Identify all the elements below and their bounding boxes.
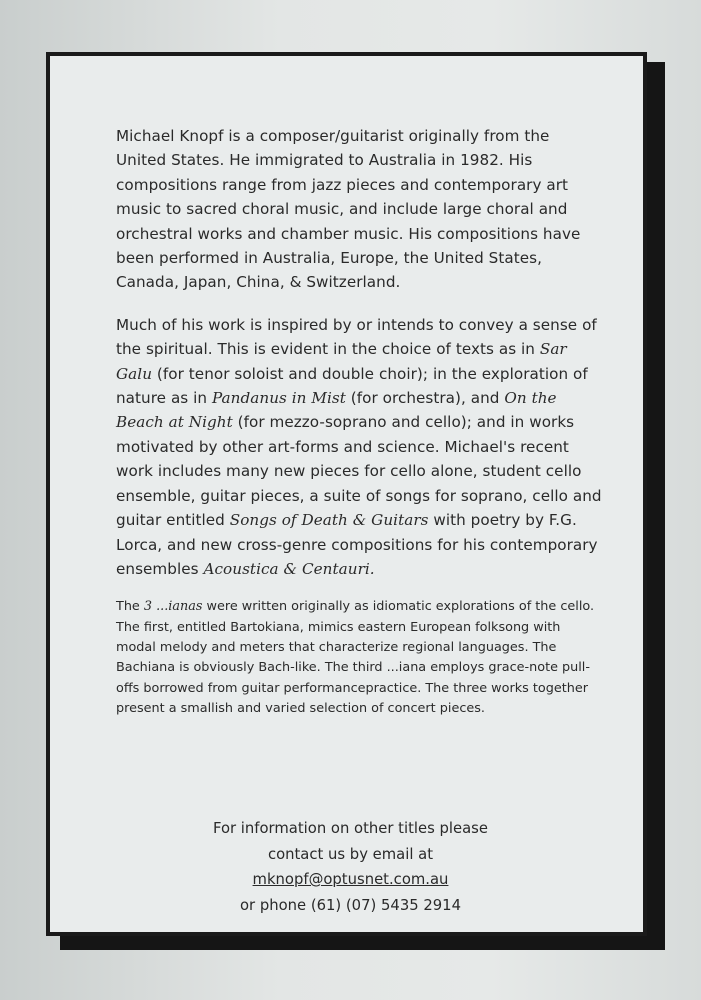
work-title-ianas: 3 ...ianas [143, 599, 203, 615]
document-page [46, 52, 647, 936]
work-title-pandanus: Pandanus in Mist [211, 389, 346, 408]
biography-paragraph: Michael Knopf is a composer/guitarist originally from the United States. He immigrated to Australia in 1982. His compositions range from jazz pieces and contemporary art music to sacred choral music, and include large choral and orchestral works and chamber music. His compositions have been performed in Australia, Europe, the United States, Canada, Japan, China, & Switzerland. [116, 127, 581, 292]
text-segment: Much of his work is inspired by or intends to convey a sense of the spiritual. This is evident in the choice of texts as in [116, 315, 597, 359]
text-segment: (for orchestra), and [345, 389, 505, 408]
text-segment: The [116, 599, 144, 615]
work-title-songs: Songs of Death & Guitars [229, 511, 429, 530]
text-segment: (for tenor soloist and double choir); in the exploration of nature as in [116, 364, 588, 408]
contact-email-link[interactable]: mknopf@optusnet.com.au [252, 871, 449, 888]
text-segment: (for mezzo-soprano and cello); and in works motivated by other art-forms and science. Michael's recent work includes many new pieces for cello alone, student cello ensemble, guitar pieces, a suite of songs for soprano, cello and guitar entitled [116, 413, 602, 530]
ianas-paragraph [116, 597, 602, 719]
work-description-paragraph [116, 313, 602, 581]
contact-line-2: contact us by email at [267, 845, 434, 863]
work-title-beach: On the Beach at Night [116, 389, 557, 432]
ensemble-titles: Acoustica & Centauri. [203, 559, 375, 578]
document-body [116, 124, 602, 719]
contact-phone: or phone (61) (07) 5435 2914 [239, 896, 462, 914]
text-segment: with poetry by F.G. Lorca, and new cross-genre compositions for his contemporary ensembles [116, 511, 598, 578]
work-title-sar-galu: Sar Galu [116, 340, 567, 383]
contact-line-1: For information on other titles please [212, 820, 488, 837]
text-segment: were written originally as idiomatic explorations of the cello. The first, entitled Bartokiana, mimics eastern European folksong with modal melody and meters that characterize regional languages. The Bachiana is obviously Bach-like. The third ...iana employs grace-note pull-offs borrowed from guitar performancepractice. The three works together present a smallish and varied selection of concert pieces. [116, 599, 595, 716]
contact-block [50, 816, 651, 918]
